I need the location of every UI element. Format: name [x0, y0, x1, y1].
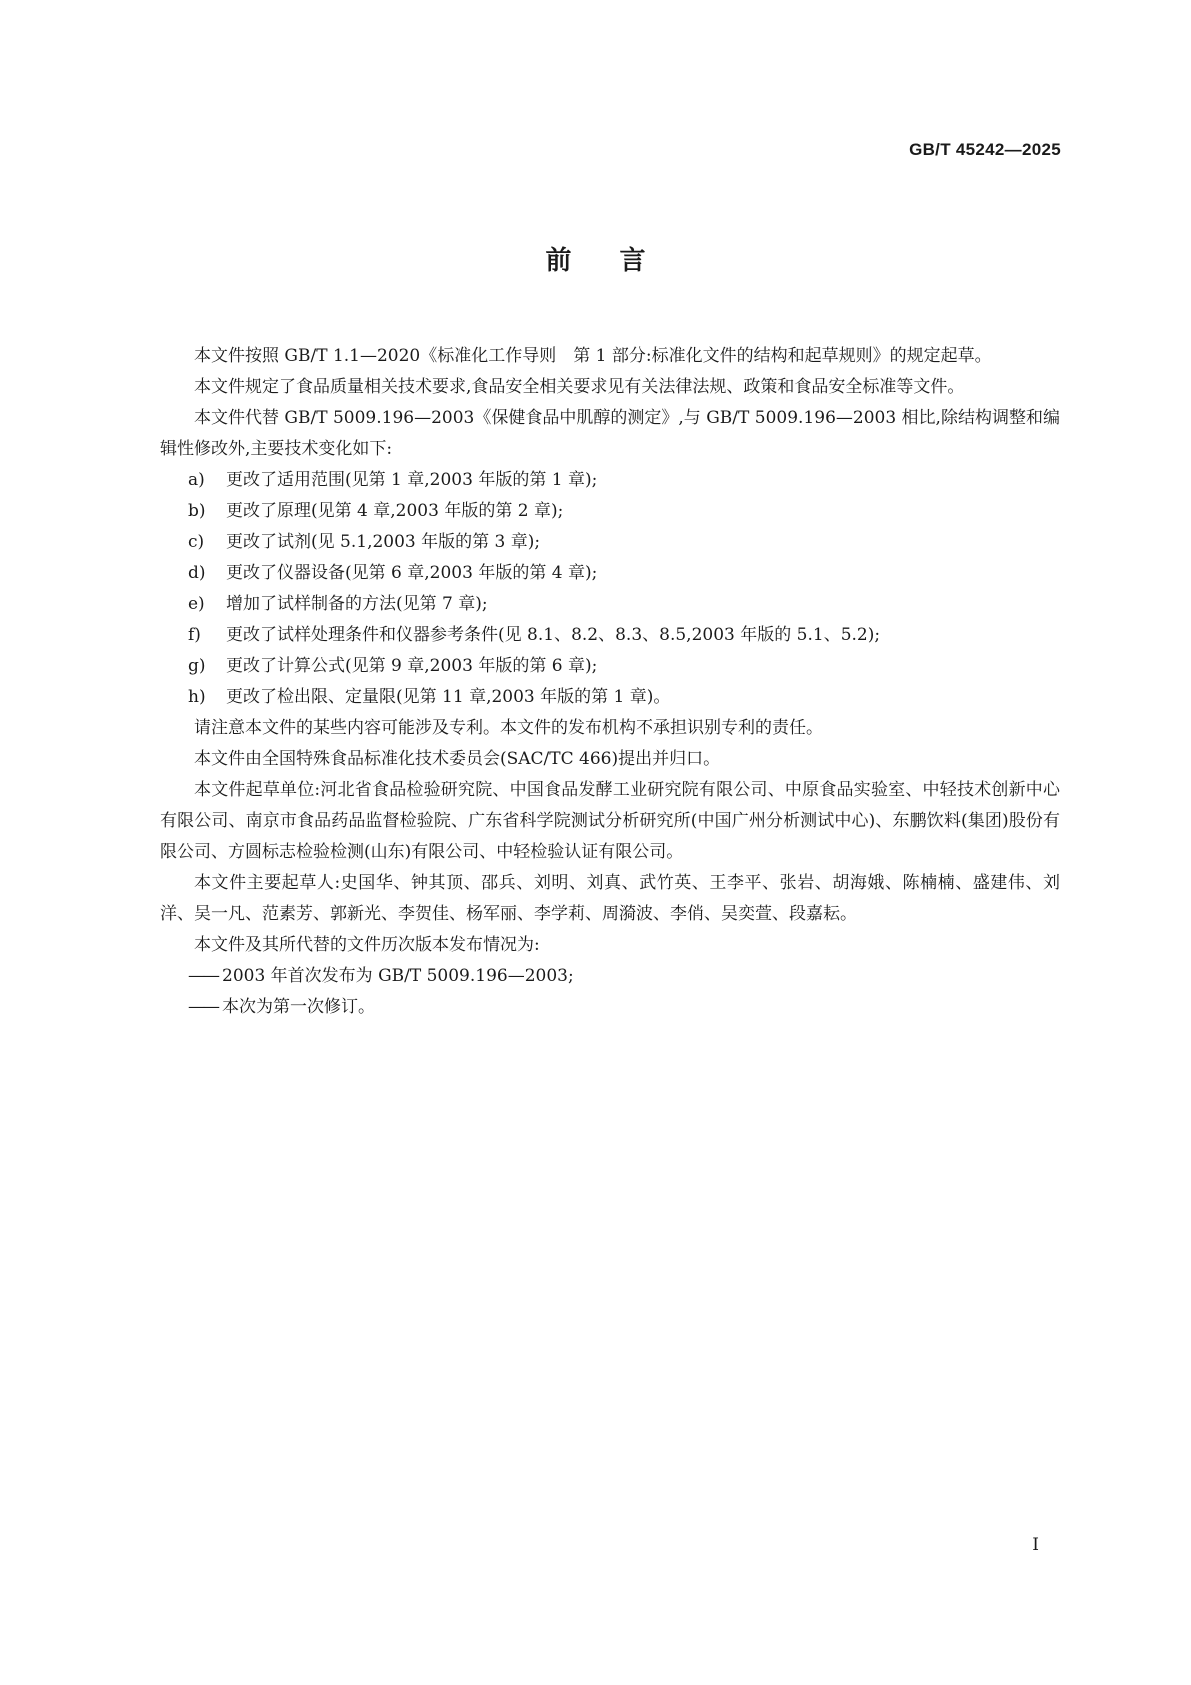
history-item-text: 本次为第一次修订。	[222, 997, 375, 1017]
list-item	[188, 682, 1060, 713]
list-marker: c)	[188, 532, 205, 552]
list-marker: f)	[188, 625, 201, 645]
document-body	[160, 341, 1060, 1023]
list-marker: h)	[188, 687, 206, 707]
dash-marker: ——	[188, 997, 218, 1017]
list-item	[188, 527, 1060, 558]
list-item-text: 更改了仪器设备(见第 6 章,2003 年版的第 4 章);	[226, 563, 598, 583]
paragraph-proposer: 本文件由全国特殊食品标准化技术委员会(SAC/TC 466)提出并归口。	[194, 749, 721, 769]
dash-marker: ——	[188, 966, 218, 986]
list-marker: e)	[188, 594, 205, 614]
list-item-text: 更改了计算公式(见第 9 章,2003 年版的第 6 章);	[226, 656, 598, 676]
paragraph-drafters: 本文件主要起草人:史国华、钟其顶、邵兵、刘明、刘真、武竹英、王李平、张岩、胡海娥、陈楠楠、盛建伟、刘洋、吴一凡、范素芳、郭新光、李贺佳、杨军丽、李学莉、周漪波、李俏、吴奕萱、段嘉耘。	[160, 873, 1060, 924]
technical-changes-list	[160, 465, 1060, 713]
list-marker: g)	[188, 656, 206, 676]
standard-code: GB/T 45242—2025	[909, 140, 1061, 159]
paragraph-history-intro: 本文件及其所代替的文件历次版本发布情况为:	[194, 935, 540, 955]
paragraph-replacement: 本文件代替 GB/T 5009.196—2003《保健食品中肌醇的测定》,与 GB/T 5009.196—2003 相比,除结构调整和编辑性修改外,主要技术变化如下:	[160, 408, 1060, 459]
list-item-text: 增加了试样制备的方法(见第 7 章);	[226, 594, 488, 614]
list-item-text: 更改了适用范围(见第 1 章,2003 年版的第 1 章);	[226, 470, 598, 490]
page-number: I	[1032, 1535, 1039, 1555]
list-item	[188, 620, 1060, 651]
history-item	[188, 961, 1060, 992]
list-item	[188, 465, 1060, 496]
list-item-text: 更改了试样处理条件和仪器参考条件(见 8.1、8.2、8.3、8.5,2003 年版的 5.1、5.2);	[226, 625, 881, 645]
page-title: 前言	[545, 246, 694, 276]
list-item	[188, 558, 1060, 589]
history-item-text: 2003 年首次发布为 GB/T 5009.196—2003;	[222, 966, 574, 986]
paragraph-scope-note: 本文件规定了食品质量相关技术要求,食品安全相关要求见有关法律法规、政策和食品安全标准等文件。	[194, 377, 965, 397]
history-item	[188, 992, 1060, 1023]
list-marker: b)	[188, 501, 206, 521]
list-marker: a)	[188, 470, 205, 490]
list-item	[188, 496, 1060, 527]
list-marker: d)	[188, 563, 206, 583]
paragraph-patent-notice: 请注意本文件的某些内容可能涉及专利。本文件的发布机构不承担识别专利的责任。	[194, 718, 823, 738]
list-item-text: 更改了检出限、定量限(见第 11 章,2003 年版的第 1 章)。	[226, 687, 671, 707]
list-item	[188, 651, 1060, 682]
list-item	[188, 589, 1060, 620]
list-item-text: 更改了试剂(见 5.1,2003 年版的第 3 章);	[226, 532, 541, 552]
list-item-text: 更改了原理(见第 4 章,2003 年版的第 2 章);	[226, 501, 564, 521]
paragraph-drafting-units: 本文件起草单位:河北省食品检验研究院、中国食品发酵工业研究院有限公司、中原食品实验室、中轻技术创新中心有限公司、南京市食品药品监督检验院、广东省科学院测试分析研究所(中国广州分析测试中心)、东鹏饮料(集团)股份有限公司、方圆标志检验检测(山东)有限公司、中轻检验认证有限公司。	[160, 780, 1060, 862]
paragraph-drafting-rules: 本文件按照 GB/T 1.1—2020《标准化工作导则 第 1 部分:标准化文件的结构和起草规则》的规定起草。	[194, 346, 992, 366]
